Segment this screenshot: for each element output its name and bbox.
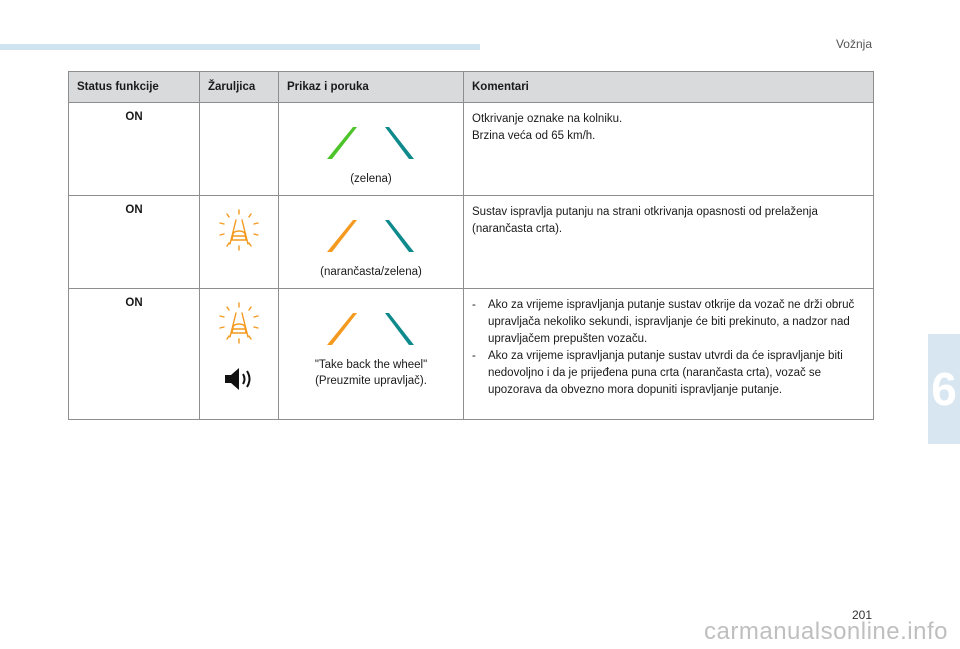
lane-keep-warning-icon — [217, 301, 261, 345]
bullet-dash: - — [472, 299, 476, 311]
lamp-cell — [200, 196, 279, 289]
speaker-icon — [223, 365, 255, 393]
lane-keep-warning-icon — [217, 208, 261, 252]
bullet-dash: - — [472, 350, 476, 362]
table-row — [69, 103, 874, 196]
bullet-text: Ako za vrijeme ispravljanja putanje sustav otkrije da vozač ne drži obruč upravljača nekoliko sekundi, ispravljanje će biti prekinuto, a nadzor nad upravljačem prepušten vozaču. — [488, 299, 855, 345]
status-cell: ON — [69, 196, 200, 289]
header-display: Prikaz i poruka — [279, 72, 464, 103]
lines-green-green-icon — [323, 125, 419, 161]
lines-orange-green-icon — [323, 218, 419, 254]
header-comments: Komentari — [464, 72, 874, 103]
lamp-cell — [200, 289, 279, 420]
table-row — [69, 196, 874, 289]
list-item — [472, 297, 865, 348]
table-row — [69, 289, 874, 420]
comment-line: Sustav ispravlja putanju na strani otkrivanja opasnosti od prelaženja (narančasta crta). — [472, 206, 818, 235]
display-caption: (zelena) — [350, 173, 392, 185]
display-cell — [279, 289, 464, 420]
display-cell — [279, 196, 464, 289]
function-status-table — [68, 71, 874, 420]
page-number: 201 — [851, 608, 872, 622]
watermark: carmanualsonline.info — [704, 618, 948, 645]
section-title: Vožnja — [835, 37, 872, 51]
header-accent-bar — [0, 44, 480, 50]
header-status: Status funkcije — [69, 72, 200, 103]
chapter-tab — [928, 334, 960, 444]
list-item — [472, 348, 865, 399]
comment-line: Brzina veća od 65 km/h. — [472, 130, 596, 142]
comment-line: Otkrivanje oznake na kolniku. — [472, 113, 623, 125]
comment-cell — [464, 289, 874, 420]
lamp-cell — [200, 103, 279, 196]
status-cell: ON — [69, 289, 200, 420]
bullet-text: Ako za vrijeme ispravljanja putanje sustav utvrdi da će ispravljanje biti nedovoljno i da je prijeđena puna crta (narančasta crta), vozač se upozorava da obvezno mora dopuniti ispravljanje putanje. — [488, 350, 843, 396]
display-caption: "Take back the wheel" (Preuzmite upravljač). — [314, 359, 428, 387]
header-lamp: Žaruljica — [200, 72, 279, 103]
chapter-number: 6 — [931, 363, 957, 415]
display-caption: (narančasta/zelena) — [320, 266, 422, 278]
comment-cell — [464, 196, 874, 289]
table-header-row — [69, 72, 874, 103]
display-cell — [279, 103, 464, 196]
lines-orange-green-icon — [323, 311, 419, 347]
comment-cell — [464, 103, 874, 196]
status-cell: ON — [69, 103, 200, 196]
